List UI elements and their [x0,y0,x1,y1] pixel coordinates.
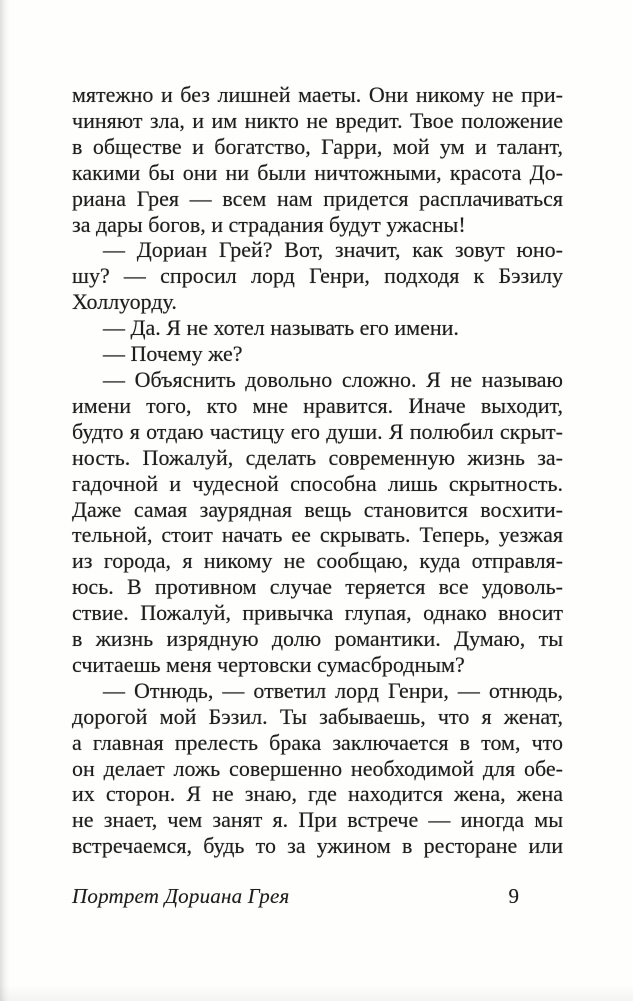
text-line: за дары богов, и страдания будут ужасны! [72,211,466,237]
text-line: какими бы они ни были ничтожными, красота До- [72,159,563,185]
text-line: он делает ложь совершенно необходимой для обе- [72,755,563,781]
page-footer [72,884,563,912]
text-line: в обществе и богатство, Гарри, мой ум и талант, [72,133,563,159]
text-line: чиняют зла, и им никто не вредит. Твое положение [72,107,563,133]
text-line: из города, я никому не сообщаю, куда отправля- [72,548,563,574]
text-line: — Отнюдь, — ответил лорд Генри, — отнюдь, [103,677,563,703]
text-line: шу? — спросил лорд Генри, подходя к Бэзилу [72,263,563,289]
page-body [72,82,563,859]
text-line: в жизнь изрядную долю романтики. Думаю, ты [72,626,563,652]
running-title: Портрет Дориана Грея [72,884,290,908]
text-line: тельной, стоит начать ее скрывать. Теперь, уезжая [72,522,563,548]
text-line: ность. Пожалуй, сделать современную жизнь за- [72,444,563,470]
text-line: мятежно и без лишней маеты. Они никому не при- [72,82,563,107]
text-line: будто я отдаю частицу его души. Я полюбил скрыт- [72,418,563,444]
paragraph [72,237,563,315]
text-line: а главная прелесть брака заключается в том, что [72,729,563,755]
text-line: — Дориан Грей? Вот, значит, как зовут юно- [103,237,563,263]
text-line: Холлуорду. [72,289,177,315]
text-line: — Объяснить довольно сложно. Я не называю [103,366,563,392]
text-line: встречаемся, будь то за ужином в ресторане или [72,833,563,859]
scan-bottom-shadow [0,985,633,1001]
text-line: — Да. Я не хотел называть его имени. [103,315,459,341]
text-line: — Почему же? [103,341,243,367]
text-line: гадочной и чудесной способна лишь скрытность. [72,470,563,496]
page-number: 9 [508,884,519,908]
text-line: Даже самая заурядная вещь становится восхити- [72,496,563,522]
text-line: имени того, кто мне нравится. Иначе выходит, [72,392,563,418]
paragraph [72,82,563,237]
text-line: дорогой мой Бэзил. Ты забываешь, что я женат, [72,703,563,729]
text-line: риана Грея — всем нам придется расплачиваться [72,185,563,211]
text-line: не знает, чем занят я. При встрече — иногда мы [72,807,563,833]
text-line: считаешь меня чертовски сумасбродным? [72,651,465,677]
paragraph [72,341,563,367]
paragraph [72,367,563,678]
paragraph [72,678,563,859]
text-line: ствие. Пожалуй, привычка глупая, однако вносит [72,600,563,626]
paragraph [72,315,563,341]
text-line: их сторон. Я не знаю, где находится жена, жена [72,781,563,807]
text-line: юсь. В противном случае теряется все удоволь- [72,574,563,600]
scan-spine-shadow [0,0,10,1001]
